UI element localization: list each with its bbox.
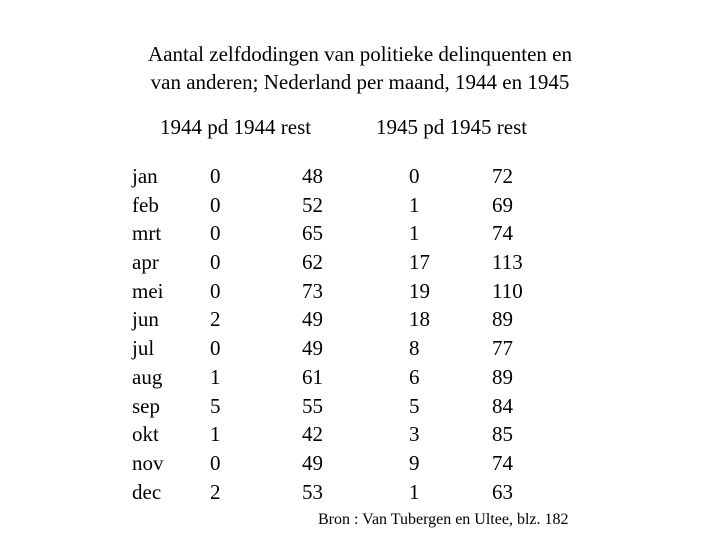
cell-1945-pd: 5 [409, 393, 420, 418]
month-cell: jan [132, 164, 158, 188]
cell-1945-pd: 18 [409, 307, 430, 332]
table-row [0, 248, 720, 277]
cell-1944-pd: 2 [210, 479, 221, 504]
data-table [0, 162, 720, 506]
cell-1945-rest: 74 [492, 450, 513, 475]
cell-1944-rest: 48 [302, 164, 323, 188]
cell-1945-pd: 1 [409, 479, 420, 504]
header-1945: 1945 pd 1945 rest [376, 115, 528, 139]
cell-1944-pd: 0 [210, 192, 221, 217]
cell-1945-rest: 63 [492, 479, 513, 504]
source-note: Bron : Van Tubergen en Ultee, blz. 182 [318, 511, 569, 528]
cell-1944-pd: 1 [210, 364, 221, 389]
cell-1945-pd: 0 [409, 164, 420, 188]
cell-1944-rest: 61 [302, 364, 323, 389]
month-cell: aug [132, 364, 163, 389]
cell-1944-rest: 49 [302, 307, 323, 332]
table-row [0, 277, 720, 306]
cell-1944-pd: 0 [210, 450, 221, 475]
cell-1945-pd: 1 [409, 221, 420, 246]
cell-1945-rest: 110 [492, 278, 523, 303]
month-cell: apr [132, 250, 159, 275]
cell-1945-rest: 89 [492, 364, 513, 389]
cell-1944-pd: 2 [210, 307, 221, 332]
header-1944: 1944 pd 1944 rest [160, 115, 312, 139]
cell-1944-pd: 0 [210, 336, 221, 361]
month-cell: dec [132, 479, 162, 504]
table-row [0, 392, 720, 421]
cell-1944-rest: 65 [302, 221, 323, 246]
cell-1945-rest: 74 [492, 221, 513, 246]
cell-1944-pd: 0 [210, 278, 221, 303]
cell-1944-pd: 1 [210, 422, 221, 447]
cell-1944-rest: 42 [302, 422, 323, 447]
table-row [0, 334, 720, 363]
cell-1945-pd: 3 [409, 422, 420, 447]
cell-1944-pd: 0 [210, 250, 221, 275]
month-cell: feb [132, 192, 159, 217]
month-cell: jun [132, 307, 159, 332]
cell-1945-rest: 69 [492, 192, 513, 217]
table-row [0, 305, 720, 334]
table-row [0, 478, 720, 507]
cell-1945-rest: 77 [492, 336, 513, 361]
cell-1944-pd: 0 [210, 221, 221, 246]
table-row [0, 219, 720, 248]
cell-1945-rest: 89 [492, 307, 513, 332]
cell-1945-pd: 17 [409, 250, 430, 275]
table-row [0, 449, 720, 478]
cell-1945-rest: 113 [492, 250, 523, 275]
page-title [0, 40, 720, 96]
column-headers [0, 115, 720, 143]
table-row [0, 420, 720, 449]
cell-1944-rest: 55 [302, 393, 323, 418]
cell-1944-rest: 53 [302, 479, 323, 504]
cell-1944-rest: 49 [302, 336, 323, 361]
month-cell: sep [132, 393, 160, 418]
cell-1944-rest: 73 [302, 278, 323, 303]
table-row [0, 162, 720, 191]
cell-1945-rest: 84 [492, 393, 513, 418]
title-line-2: van anderen; Nederland per maand, 1944 en 1945 [150, 70, 570, 94]
cell-1944-pd: 5 [210, 393, 221, 418]
cell-1945-pd: 6 [409, 364, 420, 389]
month-cell: nov [132, 450, 164, 475]
cell-1945-pd: 8 [409, 336, 420, 361]
month-cell: jul [132, 336, 155, 361]
month-cell: okt [132, 422, 159, 447]
table-row [0, 191, 720, 220]
title-line-1: Aantal zelfdodingen van politieke delinquenten en [148, 42, 572, 66]
cell-1945-pd: 1 [409, 192, 420, 217]
month-cell: mrt [132, 221, 162, 246]
cell-1944-rest: 49 [302, 450, 323, 475]
table-row [0, 363, 720, 392]
cell-1944-rest: 62 [302, 250, 323, 275]
month-cell: mei [132, 278, 164, 303]
cell-1945-rest: 72 [492, 164, 513, 188]
cell-1944-pd: 0 [210, 164, 221, 188]
cell-1944-rest: 52 [302, 192, 323, 217]
cell-1945-pd: 19 [409, 278, 430, 303]
cell-1945-pd: 9 [409, 450, 420, 475]
cell-1945-rest: 85 [492, 422, 513, 447]
